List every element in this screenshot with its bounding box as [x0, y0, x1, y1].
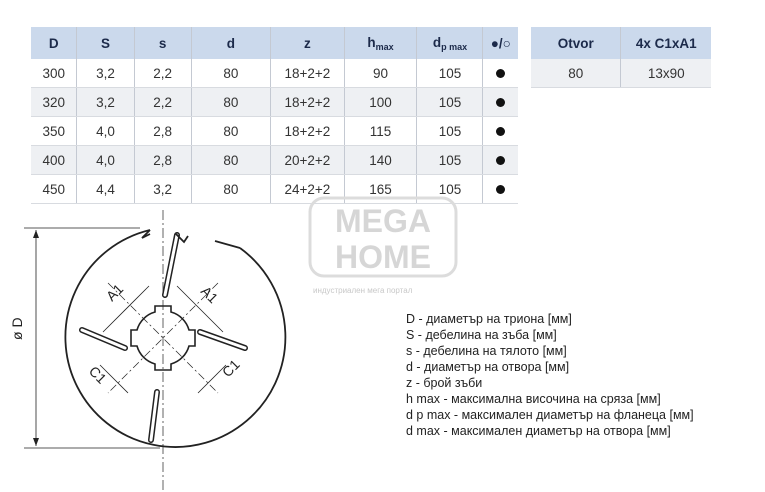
col-header-otvor: Otvor: [531, 27, 621, 59]
filled-dot-icon: [496, 127, 505, 136]
col-header-S: S: [77, 27, 134, 59]
cell: 2,2: [134, 59, 191, 88]
legend-item: d max - максимален диаметър на отвора [мм]: [406, 424, 671, 438]
cell: 115: [344, 117, 417, 146]
cell: 105: [417, 117, 483, 146]
cell: 105: [417, 88, 483, 117]
cell: 165: [344, 175, 417, 204]
cell: 18+2+2: [271, 88, 344, 117]
cell: 2,8: [134, 146, 191, 175]
legend-item: z - брой зъби: [406, 376, 483, 390]
cell: 80: [191, 59, 271, 88]
svg-text:MEGA: MEGA: [335, 203, 431, 239]
availability-cell: [483, 146, 518, 175]
a1-label-left: A1: [102, 280, 127, 305]
cell: 18+2+2: [271, 59, 344, 88]
cell: 2,2: [134, 88, 191, 117]
cell: 4,0: [77, 117, 134, 146]
cell: 80: [191, 175, 271, 204]
availability-cell: [483, 117, 518, 146]
saw-blade-drawing: [0, 210, 300, 492]
cell: 400: [31, 146, 77, 175]
cell: 105: [417, 59, 483, 88]
bore-table-header: [531, 27, 711, 59]
cell: 450: [31, 175, 77, 204]
legend-item: S - дебелина на зъба [мм]: [406, 328, 557, 342]
table-row: [31, 117, 518, 146]
cell: 3,2: [77, 59, 134, 88]
availability-cell: [483, 59, 518, 88]
col-header-z: z: [271, 27, 344, 59]
filled-dot-icon: [496, 156, 505, 165]
cell: 80: [191, 88, 271, 117]
cell: 13x90: [621, 59, 711, 88]
filled-dot-icon: [496, 185, 505, 194]
availability-cell: [483, 88, 518, 117]
col-header-hmax: $h_{max}$: [344, 27, 417, 59]
cell: 3,2: [134, 175, 191, 204]
col-header-s: s: [134, 27, 191, 59]
cell: 105: [417, 175, 483, 204]
cell: 4,4: [77, 175, 134, 204]
availability-cell: [483, 175, 518, 204]
c1-label-left: C1: [85, 362, 110, 387]
col-header-dpmax: $d_{p max}$: [417, 27, 483, 59]
svg-text:HOME: HOME: [335, 239, 431, 275]
col-header-D: D: [31, 27, 77, 59]
table-row: [31, 146, 518, 175]
table-row: [31, 88, 518, 117]
c1-label-right: C1: [218, 356, 243, 381]
legend: [406, 311, 694, 439]
legend-item: d - диаметър на отвора [мм]: [406, 360, 570, 374]
cell: 350: [31, 117, 77, 146]
cell: 2,8: [134, 117, 191, 146]
legend-item: h max - максимална височина на сряза [мм]: [406, 392, 661, 406]
cell: 105: [417, 146, 483, 175]
table-row: [31, 59, 518, 88]
cell: 300: [31, 59, 77, 88]
cell: 80: [531, 59, 621, 88]
cell: 80: [191, 117, 271, 146]
diameter-label: ø D: [9, 317, 25, 340]
cell: 18+2+2: [271, 117, 344, 146]
cell: 320: [31, 88, 77, 117]
bore-table: [531, 27, 711, 88]
col-header-d: d: [191, 27, 271, 59]
watermark-tagline: индустриален мега портал: [313, 286, 413, 295]
col-header-dot: ●/○: [483, 27, 518, 59]
filled-dot-icon: [496, 98, 505, 107]
cell: 3,2: [77, 88, 134, 117]
cell: 100: [344, 88, 417, 117]
cell: 90: [344, 59, 417, 88]
megahome-watermark: [308, 196, 458, 278]
cell: 24+2+2: [271, 175, 344, 204]
table-row: [531, 59, 711, 88]
cell: 20+2+2: [271, 146, 344, 175]
cell: 4,0: [77, 146, 134, 175]
legend-item: s - дебелина на тялото [мм]: [406, 344, 567, 358]
filled-dot-icon: [496, 69, 505, 78]
a1-label-right: A1: [197, 282, 222, 307]
col-header-pinholes: 4x C1xA1: [621, 27, 711, 59]
legend-item: D - диаметър на триона [мм]: [406, 312, 572, 326]
legend-item: d p max - максимален диаметър на фланеца [мм]: [406, 408, 694, 422]
spec-table-header: [31, 27, 518, 59]
spec-table: [31, 27, 518, 204]
cell: 140: [344, 146, 417, 175]
cell: 80: [191, 146, 271, 175]
